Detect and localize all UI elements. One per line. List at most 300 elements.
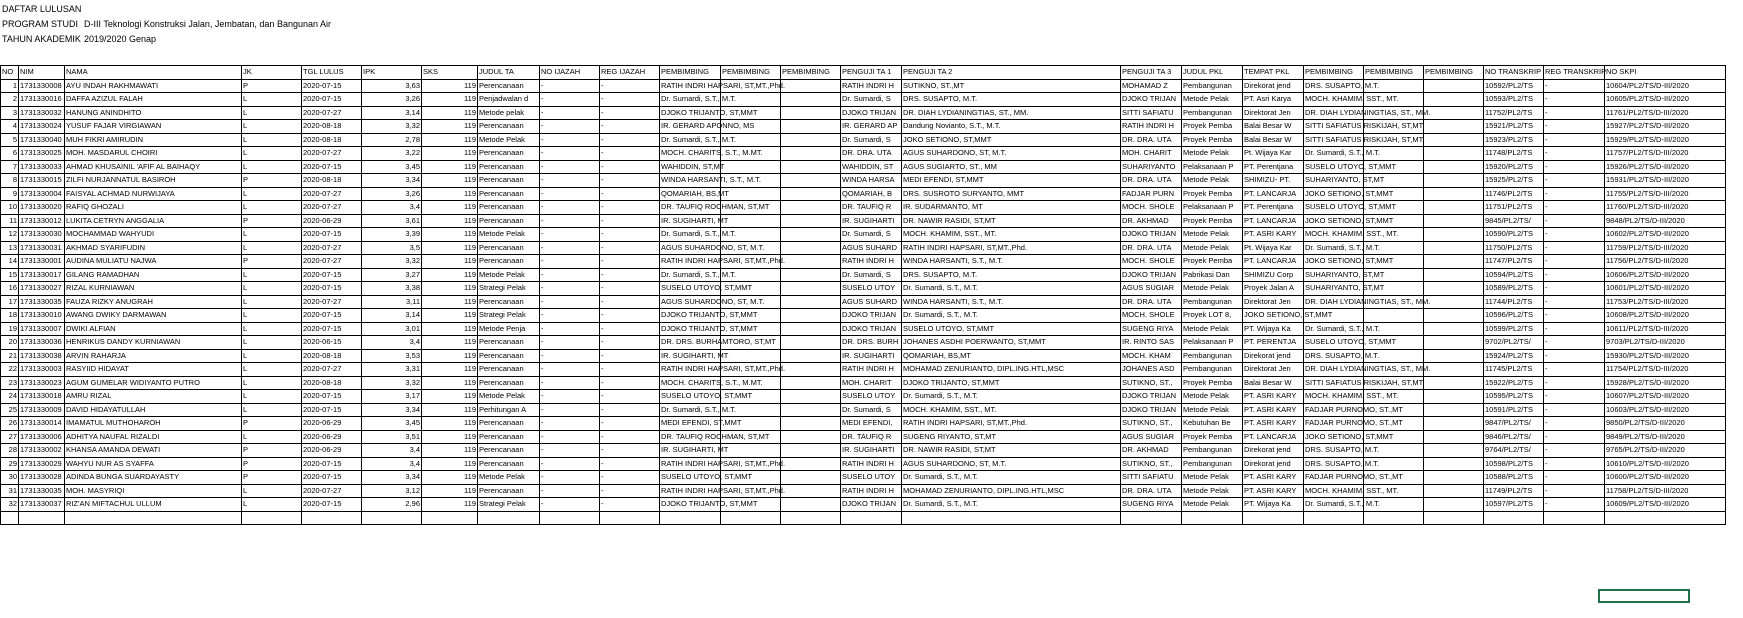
table-cell[interactable]: HENRIKUS DANDY KURNIAWAN <box>65 336 242 350</box>
table-cell[interactable]: Perencanaan <box>478 214 540 228</box>
table-cell[interactable]: 3,45 <box>362 417 422 431</box>
table-cell[interactable]: AYU INDAH RAKHMAWATI <box>65 79 242 93</box>
table-cell[interactable]: 9 <box>1 187 19 201</box>
table-cell[interactable]: 10589/PL2/TS <box>1484 282 1544 296</box>
table-cell[interactable]: 3,27 <box>362 268 422 282</box>
table-cell[interactable]: 9845/PL2/TS/ <box>1484 214 1544 228</box>
table-cell[interactable]: Pelaksanaan P <box>1182 336 1243 350</box>
column-header[interactable]: PEMBIMBING <box>660 66 721 80</box>
table-cell[interactable]: FADJAR PURNOMO, ST.,MT <box>1304 417 1364 431</box>
table-cell[interactable]: 7 <box>1 160 19 174</box>
table-cell[interactable]: - <box>600 106 660 120</box>
table-cell[interactable]: DR. DIAH LYDIANINGTIAS, ST., MM. <box>902 106 1121 120</box>
table-cell[interactable]: - <box>600 336 660 350</box>
table-cell[interactable]: DJOKO TRIJANTO, ST,MMT <box>660 106 721 120</box>
table-cell[interactable]: 10604/PL2/TS/D-III/2020 <box>1605 79 1726 93</box>
table-cell[interactable]: L <box>242 484 302 498</box>
table-cell[interactable]: 2020-07-15 <box>302 160 362 174</box>
table-cell[interactable] <box>781 133 841 147</box>
table-cell[interactable]: PT. ASRI KARY <box>1243 484 1304 498</box>
table-cell[interactable]: 2020-07-27 <box>302 147 362 161</box>
column-header[interactable]: JK <box>242 66 302 80</box>
table-cell[interactable]: DJOKO TRIJAN <box>841 498 902 512</box>
table-cell[interactable] <box>1424 201 1484 215</box>
table-cell[interactable]: 119 <box>422 282 478 296</box>
table-cell[interactable]: DR. TAUFIQ ROCHMAN, ST,MT <box>660 430 721 444</box>
table-cell[interactable]: 1731330027 <box>19 282 65 296</box>
table-cell[interactable]: - <box>600 417 660 431</box>
table-cell[interactable]: 2020-06-29 <box>302 430 362 444</box>
table-cell[interactable]: 1731330016 <box>19 93 65 107</box>
table-cell[interactable]: Balai Besar W <box>1243 120 1304 134</box>
table-cell[interactable]: PT. Perentjana <box>1243 160 1304 174</box>
empty-cell[interactable] <box>1121 511 1182 525</box>
table-cell[interactable]: 11759/PL2/TS/D-III/2020 <box>1605 241 1726 255</box>
table-cell[interactable]: - <box>600 349 660 363</box>
table-cell[interactable]: 11757/PL2/TS/D-III/2020 <box>1605 147 1726 161</box>
table-cell[interactable] <box>781 214 841 228</box>
table-cell[interactable] <box>1424 498 1484 512</box>
table-cell[interactable]: DR. DIAH LYDIANINGTIAS, ST., MM. <box>1304 106 1364 120</box>
table-cell[interactable]: - <box>600 390 660 404</box>
table-cell[interactable]: Pt. Wijaya Kar <box>1243 147 1304 161</box>
table-cell[interactable] <box>721 444 781 458</box>
table-cell[interactable]: 10598/PL2/TS <box>1484 457 1544 471</box>
table-cell[interactable]: AKHMAD SYARIFUDIN <box>65 241 242 255</box>
table-cell[interactable]: - <box>600 174 660 188</box>
table-cell[interactable]: 1731330001 <box>19 255 65 269</box>
table-cell[interactable]: 9848/PL2/TS/D-III/2020 <box>1605 214 1726 228</box>
table-cell[interactable]: MOH. MASDARUL CHOIRI <box>65 147 242 161</box>
table-cell[interactable]: - <box>540 93 600 107</box>
table-cell[interactable]: - <box>540 187 600 201</box>
table-cell[interactable]: Perencanaan <box>478 187 540 201</box>
table-cell[interactable]: JOKO SETIONO, ST,MMT <box>1304 187 1364 201</box>
table-cell[interactable]: 1731330010 <box>19 309 65 323</box>
table-cell[interactable]: PT. LANCARJA <box>1243 255 1304 269</box>
table-cell[interactable]: 3,12 <box>362 484 422 498</box>
table-cell[interactable]: MOCH. CHARITS, S.T., M.MT. <box>660 147 721 161</box>
table-cell[interactable]: DRS. SUSAPTO, M.T. <box>1304 457 1364 471</box>
table-cell[interactable]: - <box>1544 282 1605 296</box>
table-cell[interactable]: SUSELO UTOYO, ST,MMT <box>1304 201 1364 215</box>
table-cell[interactable] <box>1424 147 1484 161</box>
table-cell[interactable]: 11745/PL2/TS <box>1484 363 1544 377</box>
table-cell[interactable]: 119 <box>422 457 478 471</box>
table-cell[interactable]: RATIH INDRI HAPSARI, ST,MT.,Phd. <box>660 484 721 498</box>
table-cell[interactable]: 2020-07-27 <box>302 484 362 498</box>
table-cell[interactable]: MOH. MASYRIQI <box>65 484 242 498</box>
table-cell[interactable]: Dr. Sumardi, S.T., M.T. <box>902 309 1121 323</box>
table-cell[interactable]: SITTI SAFIATUS RISKIJAH, ST,MT <box>1304 120 1364 134</box>
table-cell[interactable]: - <box>540 201 600 215</box>
table-cell[interactable]: SUSELO UTOY <box>841 390 902 404</box>
table-cell[interactable] <box>721 187 781 201</box>
table-cell[interactable]: SUGENG RIYANTO, ST,MT <box>902 430 1121 444</box>
table-cell[interactable]: AGUS SUGIAR <box>1121 430 1182 444</box>
empty-cell[interactable] <box>660 511 721 525</box>
table-cell[interactable]: RAFIQ GHOZALI <box>65 201 242 215</box>
table-cell[interactable]: Penjadwalan d <box>478 93 540 107</box>
table-cell[interactable]: L <box>242 376 302 390</box>
table-cell[interactable]: L <box>242 390 302 404</box>
table-cell[interactable]: KHANSA AMANDA DEWATI <box>65 444 242 458</box>
table-cell[interactable]: - <box>1544 133 1605 147</box>
table-cell[interactable] <box>781 201 841 215</box>
column-header[interactable]: TEMPAT PKL <box>1243 66 1304 80</box>
table-cell[interactable]: SITTI SAFIATU <box>1121 106 1182 120</box>
table-cell[interactable]: L <box>242 268 302 282</box>
table-cell[interactable]: RATIH INDRI HAPSARI, ST,MT.,Phd. <box>660 79 721 93</box>
table-cell[interactable]: DR. NAWIR RASIDI, ST,MT <box>902 444 1121 458</box>
table-cell[interactable]: 1731330012 <box>19 214 65 228</box>
table-cell[interactable] <box>781 187 841 201</box>
table-cell[interactable]: YUSUF FAJAR VIRGIAWAN <box>65 120 242 134</box>
table-cell[interactable]: P <box>242 417 302 431</box>
table-cell[interactable]: - <box>1544 403 1605 417</box>
table-cell[interactable]: DJOKO TRIJAN <box>1121 403 1182 417</box>
table-cell[interactable]: RATIH INDRI H <box>841 457 902 471</box>
table-cell[interactable]: 119 <box>422 295 478 309</box>
table-cell[interactable]: 15921/PL2/TS <box>1484 120 1544 134</box>
table-cell[interactable] <box>1424 120 1484 134</box>
column-header[interactable]: REG IJAZAH <box>600 66 660 80</box>
table-cell[interactable]: 1731330015 <box>19 174 65 188</box>
table-cell[interactable]: DR. DIAH LYDIANINGTIAS, ST., MM. <box>1304 363 1364 377</box>
table-cell[interactable]: Dr. Sumardi, S <box>841 403 902 417</box>
table-cell[interactable]: 1731330038 <box>19 349 65 363</box>
table-cell[interactable]: 1731330018 <box>19 390 65 404</box>
table-cell[interactable]: 3,38 <box>362 282 422 296</box>
table-cell[interactable]: WINDA HARSANTI, S.T., M.T. <box>902 255 1121 269</box>
table-cell[interactable]: 15922/PL2/TS <box>1484 376 1544 390</box>
table-cell[interactable]: L <box>242 349 302 363</box>
table-cell[interactable]: Metode Pelak <box>1182 147 1243 161</box>
table-cell[interactable]: Kebutuhan Be <box>1182 417 1243 431</box>
table-cell[interactable]: 10596/PL2/TS <box>1484 309 1544 323</box>
table-cell[interactable]: - <box>600 403 660 417</box>
table-cell[interactable]: FADJAR PURNOMO, ST.,MT <box>1304 403 1364 417</box>
table-cell[interactable]: 2020-06-15 <box>302 336 362 350</box>
table-cell[interactable] <box>1424 376 1484 390</box>
table-cell[interactable] <box>1424 457 1484 471</box>
table-cell[interactable]: Metode Penja <box>478 322 540 336</box>
table-cell[interactable]: 1731330035 <box>19 484 65 498</box>
table-cell[interactable]: DR. AKHMAD <box>1121 444 1182 458</box>
table-cell[interactable] <box>1424 241 1484 255</box>
table-cell[interactable] <box>781 120 841 134</box>
table-cell[interactable]: - <box>600 484 660 498</box>
table-cell[interactable] <box>1424 336 1484 350</box>
table-cell[interactable]: - <box>600 93 660 107</box>
table-cell[interactable]: - <box>540 471 600 485</box>
table-cell[interactable]: MOCH. KHAMIM, SST., MT. <box>1304 390 1364 404</box>
empty-cell[interactable] <box>1544 511 1605 525</box>
table-cell[interactable] <box>1424 322 1484 336</box>
table-cell[interactable]: Dr. Sumardi, S.T., M.T. <box>660 403 721 417</box>
table-cell[interactable]: - <box>1544 214 1605 228</box>
table-cell[interactable]: - <box>540 79 600 93</box>
table-cell[interactable]: JOKO SETIONO, ST,MMT <box>1304 214 1364 228</box>
table-cell[interactable] <box>781 228 841 242</box>
table-cell[interactable]: 10595/PL2/TS <box>1484 390 1544 404</box>
table-cell[interactable]: Direktorat Jen <box>1243 106 1304 120</box>
empty-cell[interactable] <box>362 511 422 525</box>
table-cell[interactable]: 15930/PL2/TS/D-III/2020 <box>1605 349 1726 363</box>
table-cell[interactable]: - <box>600 201 660 215</box>
column-header[interactable]: NO <box>1 66 19 80</box>
table-cell[interactable] <box>1424 403 1484 417</box>
table-cell[interactable]: 10599/PL2/TS <box>1484 322 1544 336</box>
empty-cell[interactable] <box>1 511 19 525</box>
table-cell[interactable]: SUSELO UTOYO, ST,MMT <box>1304 336 1364 350</box>
table-cell[interactable]: 11749/PL2/TS <box>1484 484 1544 498</box>
table-cell[interactable]: SUSELO UTOYO, ST,MMT <box>660 390 721 404</box>
table-cell[interactable]: AGUS SUHARD <box>841 241 902 255</box>
table-cell[interactable]: AWANG DWIKY DARMAWAN <box>65 309 242 323</box>
table-cell[interactable]: P <box>242 471 302 485</box>
table-cell[interactable]: - <box>540 363 600 377</box>
table-cell[interactable]: 20 <box>1 336 19 350</box>
table-cell[interactable] <box>781 376 841 390</box>
table-cell[interactable]: 119 <box>422 255 478 269</box>
table-cell[interactable]: 3 <box>1 106 19 120</box>
table-cell[interactable]: SUTIKNO, ST.,MT <box>902 79 1121 93</box>
table-cell[interactable]: MOHAMAD Z <box>1121 79 1182 93</box>
table-cell[interactable]: FADJAR PURNOMO, ST.,MT <box>1304 471 1364 485</box>
table-cell[interactable]: - <box>1544 106 1605 120</box>
table-cell[interactable]: Dr. Sumardi, S.T., M.T. <box>660 268 721 282</box>
table-cell[interactable]: AGUS SUGIAR <box>1121 282 1182 296</box>
empty-cell[interactable] <box>1484 511 1544 525</box>
table-cell[interactable]: 13 <box>1 241 19 255</box>
table-cell[interactable] <box>1424 471 1484 485</box>
table-cell[interactable]: Perencanaan <box>478 376 540 390</box>
table-cell[interactable]: - <box>600 430 660 444</box>
table-cell[interactable]: 2020-07-15 <box>302 498 362 512</box>
table-cell[interactable] <box>1424 79 1484 93</box>
column-header[interactable]: NO IJAZAH <box>540 66 600 80</box>
table-cell[interactable]: Metode Pelak <box>478 268 540 282</box>
table-cell[interactable]: RATIH INDRI H <box>841 484 902 498</box>
table-cell[interactable]: 3,63 <box>362 79 422 93</box>
table-cell[interactable]: DWIKI ALFIAN <box>65 322 242 336</box>
table-cell[interactable] <box>781 147 841 161</box>
table-cell[interactable] <box>781 295 841 309</box>
table-cell[interactable]: - <box>600 376 660 390</box>
table-cell[interactable]: L <box>242 120 302 134</box>
table-cell[interactable]: IR. SUDARMANTO, MT <box>902 201 1121 215</box>
table-cell[interactable]: 10588/PL2/TS <box>1484 471 1544 485</box>
table-cell[interactable]: 1731330025 <box>19 147 65 161</box>
table-cell[interactable]: L <box>242 282 302 296</box>
table-cell[interactable]: SUGENG RIYA <box>1121 498 1182 512</box>
table-cell[interactable]: - <box>540 322 600 336</box>
table-cell[interactable]: 11 <box>1 214 19 228</box>
table-cell[interactable] <box>1424 268 1484 282</box>
column-header[interactable]: NAMA <box>65 66 242 80</box>
table-cell[interactable]: 2020-07-27 <box>302 241 362 255</box>
table-cell[interactable]: L <box>242 241 302 255</box>
column-header[interactable]: JUDUL TA <box>478 66 540 80</box>
table-cell[interactable]: 2020-07-15 <box>302 282 362 296</box>
empty-cell[interactable] <box>1182 511 1243 525</box>
table-cell[interactable]: Dr. Sumardi, S.T., M.T. <box>660 228 721 242</box>
table-cell[interactable]: 119 <box>422 147 478 161</box>
column-header[interactable]: PEMBIMBING <box>1424 66 1484 80</box>
table-cell[interactable]: L <box>242 147 302 161</box>
table-cell[interactable]: - <box>1544 322 1605 336</box>
table-cell[interactable]: DJOKO TRIJAN <box>841 106 902 120</box>
table-cell[interactable]: 119 <box>422 187 478 201</box>
table-cell[interactable]: SUSELO UTOYO, ST,MMT <box>660 282 721 296</box>
table-cell[interactable]: 11747/PL2/TS <box>1484 255 1544 269</box>
table-cell[interactable]: Pelaksanaan P <box>1182 160 1243 174</box>
table-cell[interactable]: DR. NAWIR RASIDI, ST,MT <box>902 214 1121 228</box>
table-cell[interactable]: 9847/PL2/TS/ <box>1484 417 1544 431</box>
table-cell[interactable]: Perhitungan A <box>478 403 540 417</box>
table-cell[interactable]: DJOKO TRIJAN <box>1121 390 1182 404</box>
table-cell[interactable]: 8 <box>1 174 19 188</box>
table-cell[interactable] <box>1424 295 1484 309</box>
table-cell[interactable]: P <box>242 457 302 471</box>
table-cell[interactable]: 3,22 <box>362 147 422 161</box>
table-cell[interactable]: 3,26 <box>362 93 422 107</box>
table-cell[interactable]: 11746/PL2/TS <box>1484 187 1544 201</box>
table-cell[interactable] <box>781 498 841 512</box>
table-cell[interactable]: 1731330024 <box>19 120 65 134</box>
table-cell[interactable]: - <box>1544 147 1605 161</box>
table-cell[interactable]: 9702/PL2/TS/ <box>1484 336 1544 350</box>
table-cell[interactable]: DR. DIAH LYDIANINGTIAS, ST., MM. <box>1304 295 1364 309</box>
table-cell[interactable]: SUSELO UTOYO, ST,MMT <box>660 471 721 485</box>
table-cell[interactable]: L <box>242 295 302 309</box>
table-cell[interactable]: RATIH INDRI HAPSARI, ST,MT.,Phd. <box>660 255 721 269</box>
table-cell[interactable]: 119 <box>422 403 478 417</box>
table-cell[interactable]: Dr. Sumardi, S.T., M.T. <box>1304 147 1364 161</box>
table-cell[interactable]: AHMAD KHUSAINIL 'AFIF AL BAIHAQY <box>65 160 242 174</box>
table-cell[interactable]: 119 <box>422 214 478 228</box>
table-cell[interactable]: 5 <box>1 133 19 147</box>
table-cell[interactable]: - <box>540 282 600 296</box>
table-cell[interactable]: Dr. Sumardi, S.T., M.T. <box>1304 322 1364 336</box>
table-cell[interactable]: 11754/PL2/TS/D-III/2020 <box>1605 363 1726 377</box>
table-cell[interactable]: Pt. Wijaya Kar <box>1243 241 1304 255</box>
table-cell[interactable]: MOCH. CHARITS, S.T., M.MT. <box>660 376 721 390</box>
table-cell[interactable]: DRS. SUSAPTO, M.T. <box>1304 79 1364 93</box>
table-cell[interactable]: Dr. Sumardi, S.T., M.T. <box>902 471 1121 485</box>
table-cell[interactable]: 11756/PL2/TS/D-III/2020 <box>1605 255 1726 269</box>
table-cell[interactable]: 119 <box>422 160 478 174</box>
table-cell[interactable]: Dr. Sumardi, S <box>841 268 902 282</box>
table-cell[interactable]: - <box>1544 160 1605 174</box>
table-cell[interactable]: MOH. CHARIT <box>841 376 902 390</box>
table-cell[interactable]: Perencanaan <box>478 417 540 431</box>
table-cell[interactable]: AGUS SUHARDONO, ST, M.T. <box>660 241 721 255</box>
table-cell[interactable] <box>721 160 781 174</box>
table-cell[interactable]: 23 <box>1 376 19 390</box>
table-cell[interactable]: PT. ASRI KARY <box>1243 403 1304 417</box>
table-cell[interactable]: DR. DRA. UTA <box>1121 174 1182 188</box>
table-cell[interactable]: Dr. Sumardi, S <box>841 228 902 242</box>
table-cell[interactable]: - <box>540 160 600 174</box>
table-cell[interactable] <box>781 403 841 417</box>
column-header[interactable]: PEMBIMBING <box>1304 66 1364 80</box>
table-cell[interactable] <box>781 268 841 282</box>
table-cell[interactable]: Metode Pelak <box>1182 174 1243 188</box>
table-cell[interactable]: AMRU RIZAL <box>65 390 242 404</box>
table-cell[interactable] <box>781 430 841 444</box>
table-cell[interactable]: 1731330003 <box>19 363 65 377</box>
column-header[interactable]: PENGUJI TA 1 <box>841 66 902 80</box>
table-cell[interactable]: 1731330037 <box>19 498 65 512</box>
table-cell[interactable]: ADINDA BUNGA SUARDAYASTY <box>65 471 242 485</box>
table-cell[interactable]: - <box>600 444 660 458</box>
column-header[interactable]: PEMBIMBING <box>781 66 841 80</box>
table-cell[interactable]: Pembangunan <box>1182 79 1243 93</box>
table-cell[interactable]: SUSELO UTOY <box>841 282 902 296</box>
table-cell[interactable]: 10610/PL2/TS/D-III/2020 <box>1605 457 1726 471</box>
table-cell[interactable]: IR. SUGIHARTI, MT <box>660 444 721 458</box>
table-cell[interactable]: 2020-07-15 <box>302 390 362 404</box>
table-cell[interactable]: - <box>540 228 600 242</box>
table-cell[interactable] <box>721 214 781 228</box>
table-cell[interactable]: 3,4 <box>362 336 422 350</box>
table-cell[interactable]: 10601/PL2/TS/D-III/2020 <box>1605 282 1726 296</box>
table-cell[interactable]: - <box>540 376 600 390</box>
table-cell[interactable]: 29 <box>1 457 19 471</box>
table-cell[interactable]: Pembangunan <box>1182 363 1243 377</box>
table-cell[interactable]: SHIMIZU Corp <box>1243 268 1304 282</box>
table-cell[interactable]: RATIH INDRI H <box>1121 120 1182 134</box>
table-cell[interactable]: MEDI EFENDI, ST,MMT <box>660 417 721 431</box>
table-cell[interactable]: L <box>242 309 302 323</box>
table-cell[interactable]: - <box>600 363 660 377</box>
table-cell[interactable] <box>1424 363 1484 377</box>
table-cell[interactable]: - <box>540 174 600 188</box>
table-cell[interactable] <box>781 349 841 363</box>
table-cell[interactable]: 9765/PL2/TS/D-III/2020 <box>1605 444 1726 458</box>
table-cell[interactable]: - <box>1544 93 1605 107</box>
table-cell[interactable]: Perencanaan <box>478 444 540 458</box>
table-cell[interactable]: AGUM GUMELAR WIDIYANTO PUTRO <box>65 376 242 390</box>
table-cell[interactable]: PT. ASRI KARY <box>1243 228 1304 242</box>
table-cell[interactable]: 1731330006 <box>19 430 65 444</box>
table-cell[interactable]: RATIH INDRI HAPSARI, ST,MT.,Phd. <box>660 363 721 377</box>
table-cell[interactable]: - <box>1544 417 1605 431</box>
selected-cell[interactable] <box>1598 589 1690 603</box>
table-cell[interactable]: 10597/PL2/TS <box>1484 498 1544 512</box>
table-cell[interactable]: Dr. Sumardi, S <box>841 93 902 107</box>
table-cell[interactable]: DAFFA AZIZUL FALAH <box>65 93 242 107</box>
table-cell[interactable]: P <box>242 174 302 188</box>
table-cell[interactable]: Metode Pelak <box>1182 484 1243 498</box>
table-cell[interactable]: Direkorat jend <box>1243 349 1304 363</box>
empty-cell[interactable] <box>65 511 242 525</box>
table-cell[interactable]: Perencanaan <box>478 79 540 93</box>
table-cell[interactable] <box>781 457 841 471</box>
table-cell[interactable]: 119 <box>422 336 478 350</box>
table-cell[interactable]: - <box>1544 187 1605 201</box>
table-cell[interactable]: - <box>600 147 660 161</box>
table-cell[interactable]: Pembangunan <box>1182 457 1243 471</box>
table-cell[interactable]: Dr. Sumardi, S.T., M.T. <box>902 498 1121 512</box>
table-cell[interactable]: 2020-07-15 <box>302 471 362 485</box>
table-cell[interactable]: 26 <box>1 417 19 431</box>
table-cell[interactable]: 15 <box>1 268 19 282</box>
column-header[interactable]: PENGUJI TA 3 <box>1121 66 1182 80</box>
table-cell[interactable]: RATIH INDRI H <box>841 363 902 377</box>
